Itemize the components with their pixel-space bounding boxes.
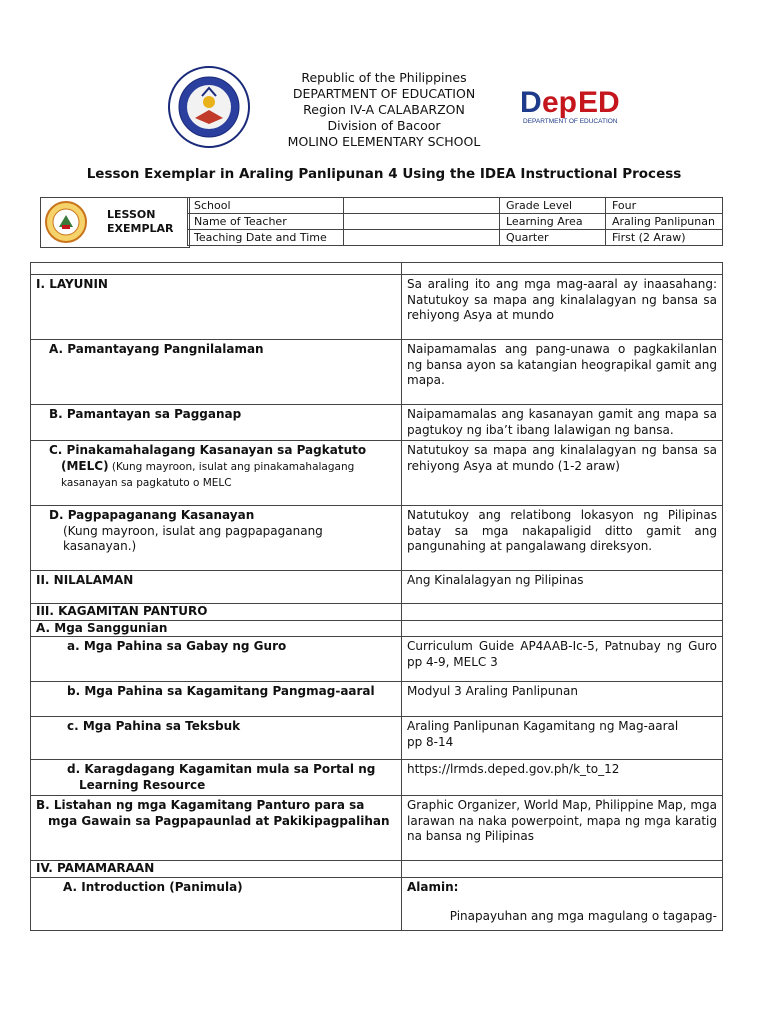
lesson-label: LESSON — [107, 208, 156, 221]
gabay-guro-value: Curriculum Guide AP4AAB-Ic-5, Patnubay ng Guro pp 4-9, MELC 3 — [402, 637, 723, 682]
info-key: School — [188, 198, 344, 214]
info-key: Grade Level — [500, 198, 606, 214]
info-value: Four — [606, 198, 723, 214]
empty-cell — [31, 263, 402, 275]
deped-logo-icon — [520, 84, 655, 126]
nilalaman-label: II. NILALAMAN — [31, 571, 402, 604]
table-row — [31, 571, 723, 604]
school-seal-icon — [45, 201, 87, 243]
introduction-value — [402, 877, 723, 930]
info-key: Name of Teacher — [188, 214, 344, 230]
empty-cell — [402, 861, 723, 878]
info-value: Araling Panlipunan — [606, 214, 723, 230]
teksbuk-label: c. Mga Pahina sa Teksbuk — [31, 717, 402, 760]
kagamitang-pangmag-aaral-value: Modyul 3 Araling Panlipunan — [402, 682, 723, 717]
introduction-text: Pinapayuhan ang mga magulang o tagapag- — [449, 909, 717, 923]
nilalaman-value: Ang Kinalalagyan ng Pilipinas — [402, 571, 723, 604]
header-division: Division of Bacoor — [327, 118, 441, 133]
alamin-heading: Alamin: — [407, 879, 459, 894]
pagpapaganang-label: D. Pagpapaganang Kasanayan — [49, 508, 255, 522]
table-row — [31, 340, 723, 405]
info-row — [188, 198, 723, 214]
empty-cell — [402, 620, 723, 637]
svg-text:D: D — [520, 86, 542, 119]
table-row — [31, 861, 723, 878]
empty-cell — [402, 263, 723, 275]
lesson-exemplar-label — [107, 208, 174, 236]
table-row — [31, 405, 723, 441]
table-row — [31, 637, 723, 682]
info-key: Teaching Date and Time — [188, 230, 344, 246]
empty-cell — [402, 604, 723, 621]
document-title: Lesson Exemplar in Araling Panlipunan 4 Using the IDEA Instructional Process — [86, 166, 682, 182]
teksbuk-value-line2: pp 8-14 — [407, 734, 454, 749]
info-value — [344, 198, 500, 214]
header-department: DEPARTMENT OF EDUCATION — [292, 86, 476, 101]
pagpapaganang-value: Natutukoy ang relatibong lokasyon ng Pilipinas batay sa mga nakapaligid ditto gamit ang pangunahing at pangalawang direksyon. — [402, 506, 723, 571]
info-value: First (2 Araw) — [606, 230, 723, 246]
lesson-exemplar-box — [40, 197, 190, 248]
exemplar-label: EXEMPLAR — [107, 222, 174, 235]
info-value — [344, 230, 500, 246]
teksbuk-value-line1: Araling Panlipunan Kagamitang ng Mag-aaral — [407, 719, 679, 733]
teksbuk-value — [402, 717, 723, 760]
listahan-text: B. Listahan ng mga Kagamitang Panturo para sa mga Gawain sa Pagpapaunlad at Pakikipagpalihan — [36, 798, 390, 828]
pamantayang-pangnilalaman-label: A. Pamantayang Pangnilalaman — [31, 340, 402, 405]
melc-note: (Kung mayroon, isulat ang pinakamahalagang kasanayan sa pagkatuto o MELC — [61, 460, 355, 489]
kagamitang-pangmag-aaral-text: b. Mga Pahina sa Kagamitang Pangmag-aaral — [67, 684, 375, 698]
header-school: MOLINO ELEMENTARY SCHOOL — [287, 134, 481, 149]
info-table — [187, 197, 723, 246]
table-row — [31, 441, 723, 506]
svg-text:ED: ED — [578, 86, 620, 119]
table-row — [31, 604, 723, 621]
melc-value: Natutukoy sa mapa ang kinalalagyan ng bansa sa rehiyong Asya at mundo (1-2 araw) — [402, 441, 723, 506]
table-row — [31, 682, 723, 717]
table-row — [31, 760, 723, 796]
gabay-guro-label: a. Mga Pahina sa Gabay ng Guro — [31, 637, 402, 682]
pamantayang-pangnilalaman-value: Naipamamalas ang pang-unawa o pagkakilanlan ng bansa ayon sa katangian heograpikal gamit ang mapa. — [402, 340, 723, 405]
lesson-table — [30, 262, 723, 931]
table-row — [31, 796, 723, 861]
svg-text:DEPARTMENT OF EDUCATION: DEPARTMENT OF EDUCATION — [523, 118, 618, 125]
info-key: Quarter — [500, 230, 606, 246]
listahan-label — [31, 796, 402, 861]
learning-resource-text: d. Karagdagang Kagamitan mula sa Portal ng Learning Resource — [67, 762, 376, 792]
listahan-value: Graphic Organizer, World Map, Philippine Map, mga larawan na naka powerpoint, mapa ng mga karatig na bansa ng Pilipinas — [402, 796, 723, 861]
melc-label: C. Pinakamahalagang Kasanayan sa Pagkatuto (MELC) — [49, 443, 367, 473]
table-row — [31, 506, 723, 571]
table-row — [31, 877, 723, 930]
melc-cell — [31, 441, 402, 506]
svg-text:ep: ep — [542, 86, 578, 119]
info-row — [188, 214, 723, 230]
learning-resource-link[interactable]: https://lrmds.deped.gov.ph/k_to_12 — [402, 760, 723, 796]
introduction-label: A. Introduction (Panimula) — [31, 877, 402, 930]
sanggunian-label: A. Mga Sanggunian — [31, 620, 402, 637]
table-row — [31, 620, 723, 637]
table-row — [31, 263, 723, 275]
pamamaraan-label: IV. PAMAMARAAN — [31, 861, 402, 878]
info-value — [344, 214, 500, 230]
header-region: Region IV-A CALABARZON — [303, 102, 465, 117]
info-key: Learning Area — [500, 214, 606, 230]
pamantayan-pagganap-value: Naipamamalas ang kasanayan gamit ang mapa sa pagtukoy ng iba’t ibang lalawigan ng bansa. — [402, 405, 723, 441]
pamantayan-pagganap-label: B. Pamantayan sa Pagganap — [31, 405, 402, 441]
learning-resource-label — [31, 760, 402, 796]
table-row — [31, 717, 723, 760]
layunin-label: I. LAYUNIN — [31, 275, 402, 340]
table-row — [31, 275, 723, 340]
pagpapaganang-cell — [31, 506, 402, 571]
kagamitan-label: III. KAGAMITAN PANTURO — [31, 604, 402, 621]
layunin-value: Sa araling ito ang mga mag-aaral ay inaasahang: Natutukoy sa mapa ang kinalalagyan ng bansa sa rehiyong Asya at mundo — [402, 275, 723, 340]
info-row — [188, 230, 723, 246]
pagpapaganang-note: (Kung mayroon, isulat ang pagpapaganang kasanayan.) — [63, 523, 323, 553]
kagamitang-pangmag-aaral-label — [31, 682, 402, 717]
header-republic: Republic of the Philippines — [301, 70, 467, 85]
